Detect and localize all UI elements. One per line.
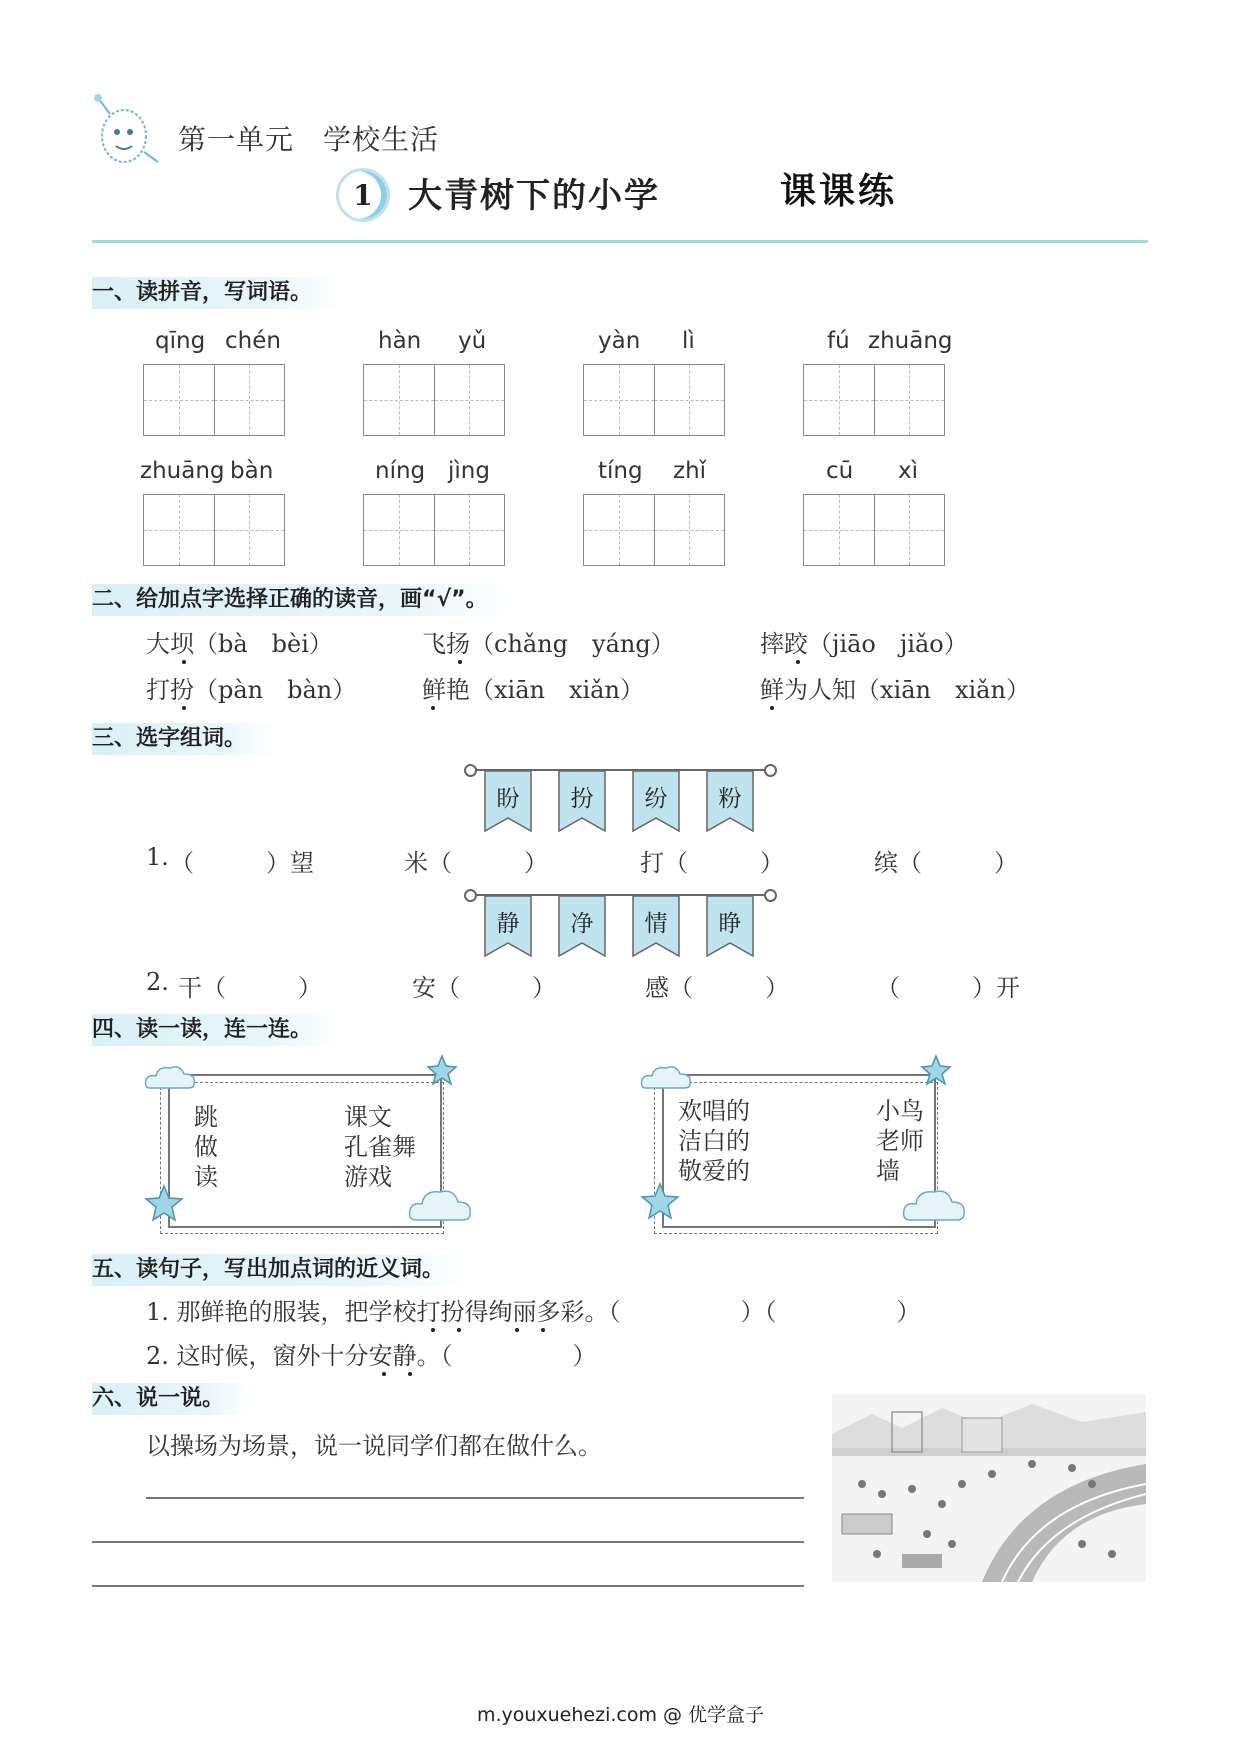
match-item[interactable]: 跳	[194, 1103, 218, 1131]
word: 鲜艳	[422, 676, 470, 704]
writing-grid[interactable]	[583, 364, 725, 436]
flag-card	[706, 895, 754, 957]
string-ring	[464, 889, 477, 902]
row-label: 1.	[146, 843, 169, 871]
pinyin-options[interactable]: （pàn bàn）	[194, 676, 357, 704]
flag-char: 静	[496, 911, 520, 937]
pinyin-b: bàn	[230, 458, 274, 484]
writing-line[interactable]	[92, 1541, 804, 1543]
match-item[interactable]: 孔雀舞	[344, 1133, 416, 1161]
flag-card	[484, 770, 532, 832]
sentence-question[interactable]: 2. 这时候，窗外十分安静。（ ）	[146, 1342, 597, 1370]
pinyin-a: cū	[826, 458, 854, 484]
match-item[interactable]: 敬爱的	[678, 1157, 750, 1185]
pinyin-b: zhǐ	[673, 458, 707, 484]
pinyin-b: jìng	[448, 458, 490, 484]
flag-char: 情	[644, 911, 668, 937]
reading-item	[422, 624, 675, 659]
pinyin-a: hàn	[378, 328, 422, 354]
cloud-icon	[142, 1062, 202, 1092]
emphasis-dot	[796, 660, 800, 664]
word: 鲜为人知	[760, 676, 856, 704]
star-icon	[144, 1184, 184, 1222]
writing-grid[interactable]	[803, 494, 945, 566]
emphasis-dot	[431, 1328, 435, 1332]
pinyin-b: zhuāng	[868, 328, 953, 354]
flag-card	[706, 770, 754, 832]
match-item[interactable]: 老师	[876, 1127, 924, 1155]
pinyin-b: xì	[898, 458, 919, 484]
pinyin-options[interactable]: （chǎng yáng）	[470, 630, 675, 658]
match-item[interactable]: 欢唱的	[678, 1097, 750, 1125]
flag-char: 纷	[644, 786, 668, 812]
writing-grid[interactable]	[803, 364, 945, 436]
match-item[interactable]: 做	[194, 1133, 218, 1161]
emphasis-dot	[457, 1328, 461, 1332]
section-3-heading: 三、选字组词。	[92, 723, 276, 755]
cloud-icon	[638, 1062, 698, 1092]
writing-grid[interactable]	[143, 364, 285, 436]
flag-char: 盼	[496, 786, 520, 812]
emphasis-dot	[541, 1328, 545, 1332]
pinyin-a: zhuāng	[140, 458, 225, 484]
emphasis-dot	[182, 660, 186, 664]
fill-blank[interactable]: 安（ ）	[412, 974, 556, 1002]
flag-char: 睁	[718, 911, 742, 937]
fill-blank[interactable]: 干（ ）	[178, 974, 322, 1002]
unit-title: 第一单元 学校生活	[178, 123, 440, 156]
fill-blank[interactable]: 缤（ ）	[874, 849, 1018, 877]
word: 摔跤	[760, 630, 808, 658]
emphasis-dot	[431, 706, 435, 710]
fill-blank[interactable]: 感（ ）	[645, 974, 789, 1002]
match-item[interactable]: 洁白的	[678, 1127, 750, 1155]
section-2-heading: 二、给加点字选择正确的读音，画“√”。	[92, 584, 518, 616]
writing-line[interactable]	[92, 1585, 804, 1587]
reading-item	[146, 624, 333, 659]
cloud-icon	[900, 1184, 970, 1224]
pinyin-a: yàn	[598, 328, 641, 354]
pinyin-b: chén	[225, 328, 281, 354]
reading-item	[760, 624, 968, 659]
word: 大坝	[146, 630, 194, 658]
pinyin-options[interactable]: （xiān xiǎn）	[470, 676, 644, 704]
fill-blank[interactable]: 打（ ）	[640, 849, 784, 877]
flag-card	[632, 770, 680, 832]
match-col-left	[678, 1096, 750, 1186]
writing-grid[interactable]	[363, 364, 505, 436]
playground-illustration	[832, 1394, 1146, 1582]
fill-blank[interactable]: 米（ ）	[404, 849, 548, 877]
match-item[interactable]: 墙	[876, 1157, 900, 1185]
emphasis-dot	[770, 706, 774, 710]
section-1-heading: 一、读拼音，写词语。	[92, 277, 342, 309]
emphasis-dot	[382, 1372, 386, 1376]
flag-char: 粉	[718, 786, 742, 812]
emphasis-dot	[515, 1328, 519, 1332]
match-item[interactable]: 读	[194, 1163, 218, 1191]
writing-grid[interactable]	[583, 494, 725, 566]
match-item[interactable]: 课文	[344, 1103, 392, 1131]
string-ring	[764, 764, 777, 777]
pinyin-a: tíng	[598, 458, 643, 484]
pinyin-options[interactable]: （jiāo jiǎo）	[808, 630, 968, 658]
match-col-left	[194, 1102, 218, 1192]
match-item[interactable]: 小鸟	[876, 1097, 924, 1125]
series-title: 课课练	[780, 171, 898, 212]
flag-card	[484, 895, 532, 957]
emphasis-dot	[408, 1372, 412, 1376]
pinyin-a: qīng	[155, 328, 206, 354]
match-item[interactable]: 游戏	[344, 1163, 392, 1191]
writing-line[interactable]	[146, 1497, 804, 1499]
emphasis-dot	[458, 660, 462, 664]
row-label: 2.	[146, 968, 169, 996]
star-icon	[426, 1054, 458, 1086]
pinyin-a: fú	[827, 328, 850, 354]
section-5-heading: 五、读句子，写出加点词的近义词。	[92, 1254, 474, 1286]
flag-char: 净	[570, 911, 594, 937]
emphasis-dot	[182, 706, 186, 710]
lesson-title: 大青树下的小学	[408, 176, 660, 216]
lesson-number-badge: 1	[336, 168, 390, 222]
pinyin-a: níng	[375, 458, 426, 484]
flag-char: 扮	[570, 786, 594, 812]
section-6-heading: 六、说一说。	[92, 1383, 254, 1415]
writing-grid[interactable]	[363, 494, 505, 566]
reading-item	[760, 670, 1030, 705]
reading-item	[146, 670, 356, 705]
sentence-question[interactable]: 1. 那鲜艳的服装，把学校打扮得绚丽多彩。（ ）（ ）	[146, 1298, 921, 1326]
star-icon	[640, 1182, 680, 1220]
flag-card	[558, 770, 606, 832]
reading-item	[422, 670, 644, 705]
cloud-icon	[406, 1184, 476, 1224]
mascot-icon	[92, 92, 162, 174]
flag-card	[558, 895, 606, 957]
speaking-prompt: 以操场为场景，说一说同学们都在做什么。	[146, 1432, 602, 1460]
string-ring	[764, 889, 777, 902]
pinyin-options[interactable]: （xiān xiǎn）	[856, 676, 1030, 704]
pinyin-options[interactable]: （bà bèi）	[194, 630, 333, 658]
match-col-right	[876, 1096, 924, 1186]
header-divider	[92, 240, 1148, 243]
section-4-heading: 四、读一读，连一连。	[92, 1014, 342, 1046]
match-col-right	[344, 1102, 416, 1192]
flag-card	[632, 895, 680, 957]
writing-grid[interactable]	[143, 494, 285, 566]
fill-blank[interactable]: （ ）望	[170, 849, 314, 877]
pinyin-b: yǔ	[458, 328, 487, 354]
pinyin-b: lì	[682, 328, 695, 354]
fill-blank[interactable]: （ ）开	[876, 974, 1020, 1002]
star-icon	[920, 1054, 952, 1086]
word: 打扮	[146, 676, 194, 704]
string-ring	[464, 764, 477, 777]
word: 飞扬	[422, 630, 470, 658]
footer-watermark: m.youxuehezi.com @ 优学盒子	[476, 1704, 765, 1726]
